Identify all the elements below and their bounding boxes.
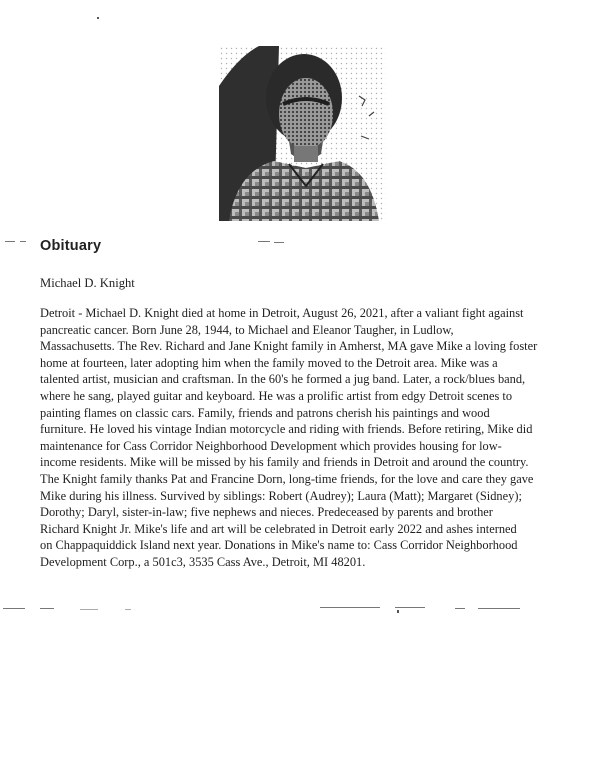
scan-dash [125,609,131,610]
body-line: Richard Knight Jr. Mike's life and art will be celebrated in Detroit early 2022 and ashes interned [40,521,517,536]
scan-dash [5,241,15,242]
scan-dash [274,242,284,243]
scan-dash [80,609,98,610]
body-line: Massachusetts. The Rev. Richard and Jane Knight family in Amherst, MA gave Mike a loving foster [40,339,538,354]
deceased-name: Michael D. Knight [40,276,135,290]
scan-dash [40,608,54,609]
obituary-body [40,305,560,571]
body-line: home at fourteen, later adopting him when the family moved to the Detroit area. Mike was a [40,355,498,370]
body-line: pancreatic cancer. Born June 28, 1944, to Michael and Eleanor Taugher, in Ludlow, [40,322,454,337]
scan-dash [455,608,465,609]
portrait-photo [219,46,386,221]
scan-dash [20,241,26,242]
body-line: where he sang, played guitar and keyboard. He was a prolific artist from edgy Detroit scenes to [40,388,513,403]
portrait-photo-image [219,46,386,221]
body-line: talented artist, musician and craftsman. In the 60's he formed a jug band. Later, a rock/blues band, [40,372,526,387]
scan-dash [258,241,270,242]
body-line: furniture. He loved his vintage Indian motorcycle and riding with friends. Before retiring, Mike did [40,422,533,437]
body-line: Mike during his illness. Survived by siblings: Robert (Audrey); Laura (Matt); Margaret (Sidney); [40,488,522,503]
speck-bottom [397,610,399,613]
body-line: income residents. Mike will be missed by his family and friends in Detroit and around the country. [40,455,529,470]
scan-dash [3,608,25,609]
body-line: painting flames on classic cars. Family, friends and patrons cherish his paintings and wood [40,405,490,420]
body-line: on Chappaquiddick Island next year. Donations in Mike's name to: Cass Corridor Neighborhood [40,538,518,553]
scan-dash [478,608,520,609]
scan-dash [395,607,425,608]
body-line: Development Corp., a 501c3, 3535 Cass Ave., Detroit, MI 48201. [40,554,366,569]
body-line: maintenance for Cass Corridor Neighborhood Development which provides housing for low- [40,438,502,453]
body-line: Detroit - Michael D. Knight died at home in Detroit, August 26, 2021, after a valiant fight against [40,306,524,320]
page-title: Obituary [40,238,102,254]
body-line: Dorothy; Daryl, sister-in-law; five nephews and nieces. Predeceased by parents and brother [40,505,493,520]
body-line: The Knight family thanks Pat and Francine Dorn, long-time friends, for the love and care they gave [40,471,534,486]
scan-dash [320,607,380,608]
speck-top [97,17,99,19]
